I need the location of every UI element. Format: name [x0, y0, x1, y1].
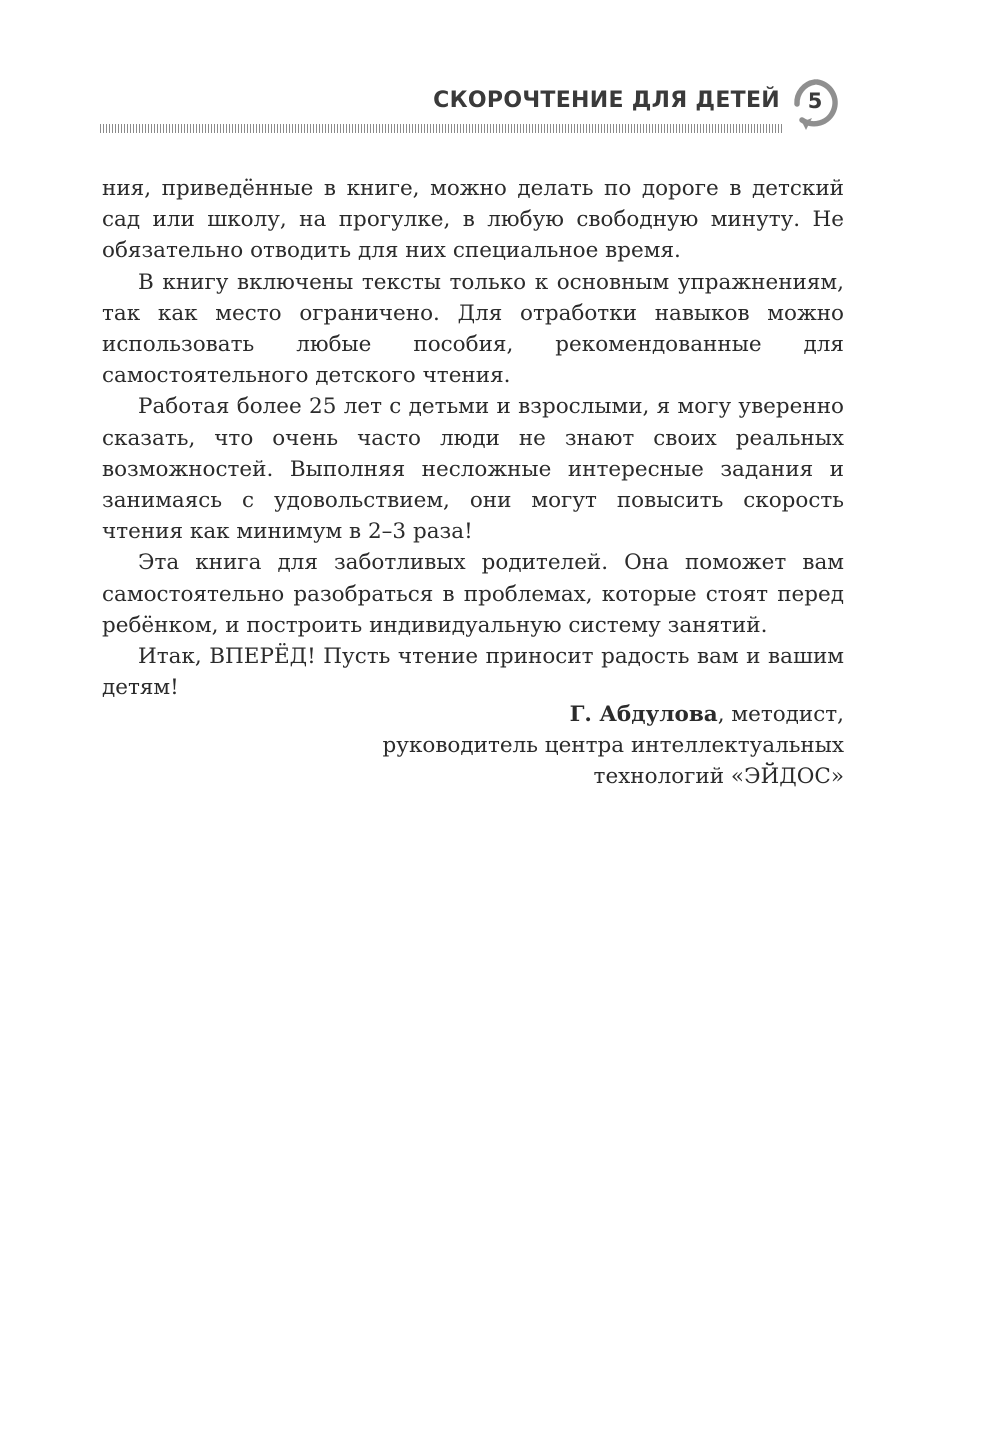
header-dotted-rule — [100, 124, 782, 133]
author-signature — [300, 699, 844, 793]
body-text — [102, 173, 844, 703]
signature-line-2: руководитель центра интеллектуальных — [382, 733, 844, 759]
paragraph: Работая более 25 лет с детьми и взрослыми, я могу уверенно сказать, что очень часто люди не знают своих реальных возможностей. Выполняя несложные интересные задания и занимаясь с удовольствием, они могут повысить скорость чтения как минимум в 2–3 раза! — [102, 394, 844, 545]
running-header — [100, 76, 846, 136]
running-header-title: СКОРОЧТЕНИЕ ДЛЯ ДЕТЕЙ — [433, 88, 780, 113]
author-role: , методист, — [717, 702, 844, 727]
paragraph: Эта книга для заботливых родителей. Она поможет вам самостоятельно разобраться в проблемах, которые стоят перед ребёнком, и построить индивидуальную систему занятий. — [102, 550, 844, 638]
page-number-badge — [790, 76, 846, 132]
paragraph: В книгу включены тексты только к основным упражнениям, так как место ограничено. Для отработки навыков можно использовать любые пособия, рекомендованные для самостоятельного детского чтения. — [102, 269, 844, 389]
signature-line-3: технологий «ЭЙДОС» — [593, 764, 844, 790]
author-name: Г. Абдулова — [569, 702, 718, 727]
paragraph: Итак, ВПЕРЁД! Пусть чтение приносит радость вам и вашим детям! — [102, 644, 844, 701]
signature-line-1 — [300, 699, 844, 730]
page-number: 5 — [807, 89, 823, 113]
paragraph: ния, приведённые в книге, можно делать по дороге в детский сад или школу, на прогулке, в любую свободную минуту. Не обязательно отводить для них специальное время. — [102, 176, 844, 264]
